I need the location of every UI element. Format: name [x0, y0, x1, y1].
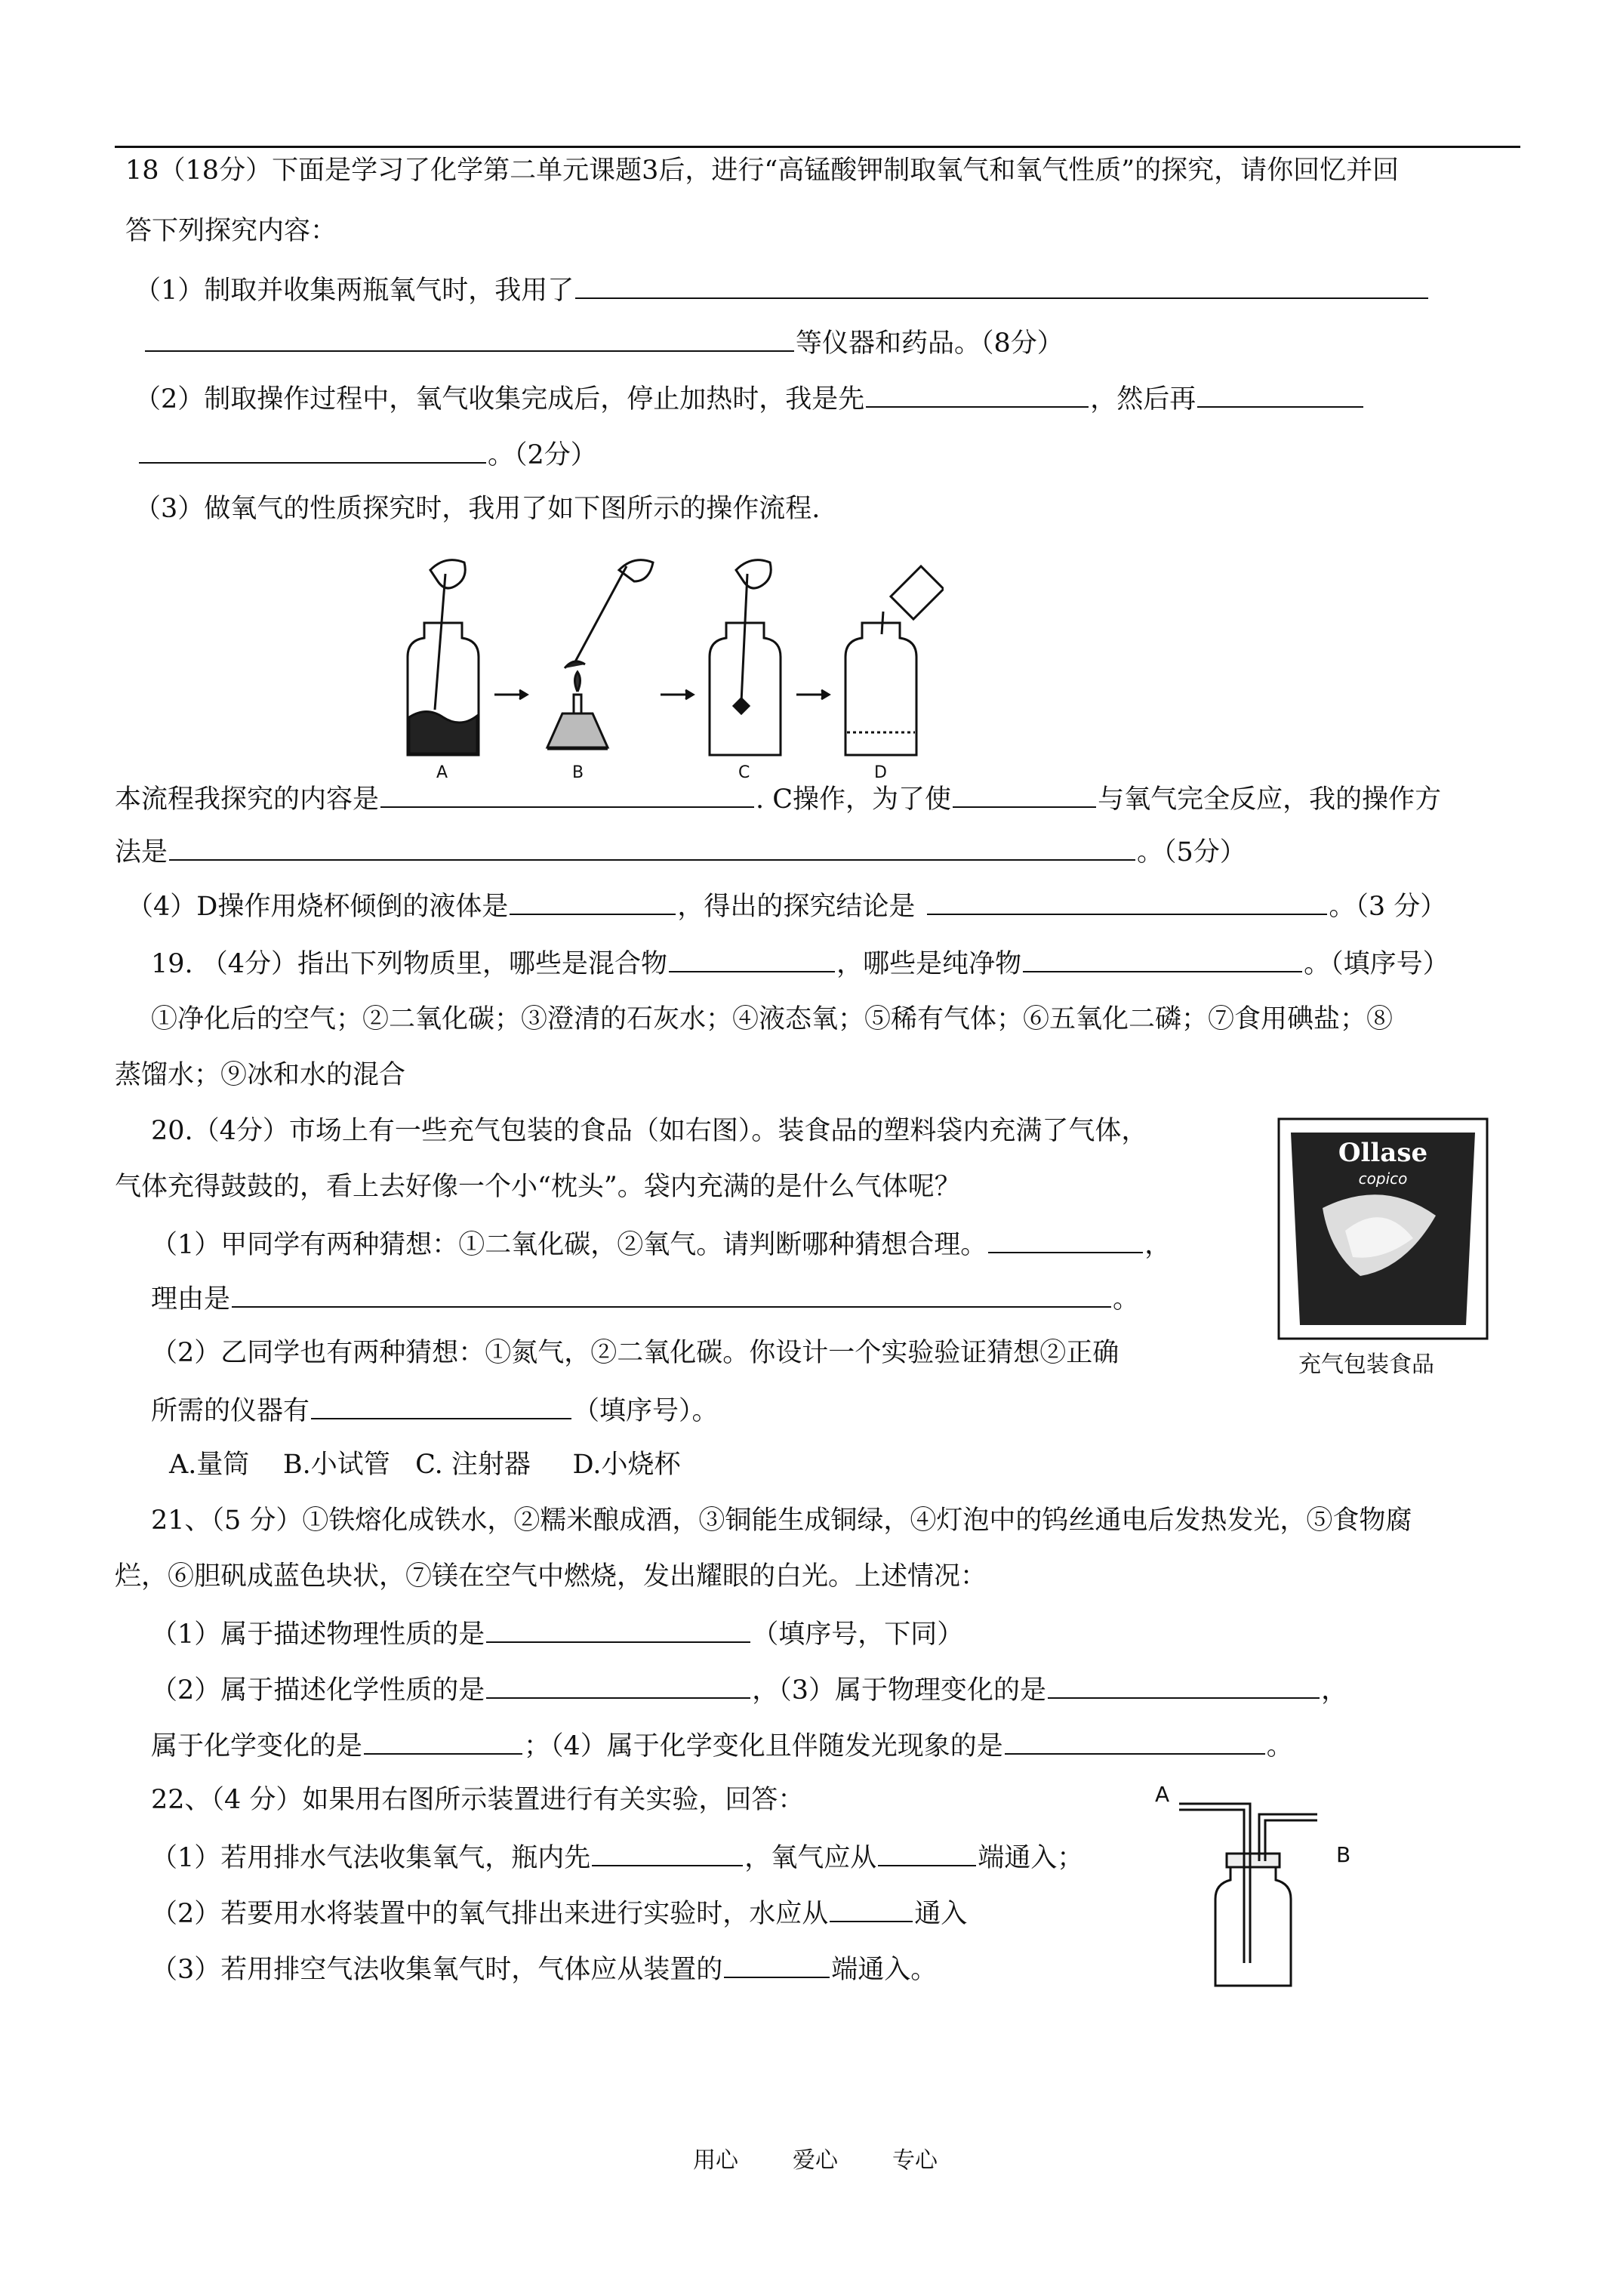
blank[interactable]	[486, 1673, 750, 1699]
blank[interactable]	[510, 889, 676, 915]
blank[interactable]	[575, 273, 1428, 299]
blank[interactable]	[1023, 947, 1302, 972]
q21-line1: 21、（5 分）①铁熔化成铁水，②糯米酿成酒，③铜能生成铜绿，④灯泡中的钨丝通电后发热发光，⑤食物腐	[151, 1505, 1412, 1536]
q18-part3-line2: 法是 。（5分）	[115, 835, 1246, 868]
blank[interactable]	[927, 889, 1327, 915]
q18-stem-line2: 答下列探究内容：	[125, 216, 337, 246]
blank[interactable]	[878, 1841, 976, 1866]
q20-part1-line1: （1）甲同学有两种猜想：①二氧化碳，②氧气。请判断哪种猜想合理。 ，	[151, 1228, 1171, 1260]
q19-line3: 蒸馏水；⑨冰和水的混合	[115, 1060, 406, 1090]
blank[interactable]	[380, 782, 754, 808]
q18-part3-line1: 本流程我探究的内容是 . C操作，为了使 与氧气完全反应，我的操作方	[115, 782, 1441, 815]
blank[interactable]	[669, 947, 835, 972]
q22-line1: 22、（4 分）如果用右图所示装置进行有关实验，回答：	[151, 1785, 805, 1815]
q19-line2: ①净化后的空气；②二氧化碳；③澄清的石灰水；④液态氧；⑤稀有气体；⑥五氧化二磷；⑦食用碘盐；⑧	[151, 1004, 1394, 1034]
q21-line2: 烂，⑥胆矾成蓝色块状，⑦镁在空气中燃烧，发出耀眼的白光。上述情况：	[115, 1561, 987, 1592]
blank[interactable]	[486, 1617, 750, 1643]
footer-text-2: 爱心	[793, 2147, 838, 2174]
q21-part1: （1）属于描述物理性质的是 （填序号，下同）	[151, 1617, 963, 1650]
blank[interactable]	[364, 1729, 522, 1755]
blank[interactable]	[953, 782, 1096, 808]
tube-label-a: A	[1155, 1782, 1170, 1807]
oxygen-experiment-flow-figure	[393, 551, 944, 785]
q22-part1: （1）若用排水气法收集氧气，瓶内先 ，氧气应从 端通入；	[151, 1841, 1083, 1873]
q18-part4: （4）D操作用烧杯倾倒的液体是 ，得出的探究结论是 。（3 分）	[127, 889, 1446, 922]
fig-label-d: D	[874, 763, 887, 782]
q18-part2-line2: 。（2分）	[137, 438, 597, 470]
bag-sub-text: copico	[1358, 1170, 1408, 1188]
blank[interactable]	[830, 1897, 913, 1922]
gas-collection-bottle-figure	[1178, 1801, 1329, 1989]
q20-part1-line2: 理由是 。	[151, 1282, 1139, 1314]
footer-text-3: 专心	[892, 2147, 938, 2174]
blank[interactable]	[1197, 382, 1363, 408]
fig-label-a: A	[436, 763, 448, 782]
blank[interactable]	[145, 326, 794, 352]
snack-bag-caption: 充气包装食品	[1298, 1351, 1434, 1378]
blank[interactable]	[1048, 1673, 1320, 1699]
footer-text-1: 用心	[693, 2147, 738, 2174]
q18-stem-line1: 18（18分）下面是学习了化学第二单元课题3后，进行“高锰酸钾制取氧气和氧气性质”的探究，请你回忆并回	[125, 156, 1400, 186]
q18-part1-line2: 等仪器和药品。（8分）	[143, 326, 1064, 359]
fig-label-c: C	[738, 763, 750, 782]
tube-label-b: B	[1336, 1842, 1351, 1867]
q20-line1: 20.（4分）市场上有一些充气包装的食品（如右图）。装食品的塑料袋内充满了气体，	[151, 1116, 1148, 1146]
q21-part4: 属于化学变化的是 ；（4）属于化学变化且伴随发光现象的是 。	[151, 1729, 1293, 1761]
blank[interactable]	[592, 1841, 743, 1866]
fig-label-b: B	[572, 763, 584, 782]
q20-part2-line2: 所需的仪器有 （填序号）。	[151, 1394, 719, 1426]
q20-line2: 气体充得鼓鼓的，看上去好像一个小“枕头”。袋内充满的是什么气体呢？	[115, 1172, 961, 1202]
q20-options: A.量筒 B.小试管 C. 注射器 D.小烧杯	[169, 1450, 681, 1480]
blank[interactable]	[724, 1952, 830, 1978]
blank[interactable]	[988, 1228, 1143, 1253]
snack-bag-image	[1277, 1117, 1489, 1340]
blank[interactable]	[866, 382, 1089, 408]
bag-brand-text: Ollase	[1338, 1138, 1428, 1168]
q18-part3-intro: （3）做氧气的性质探究时，我用了如下图所示的操作流程.	[134, 494, 821, 524]
q20-part2-line1: （2）乙同学也有两种猜想：①氮气，②二氧化碳。你设计一个实验验证猜想②正确	[151, 1338, 1119, 1368]
q18-part1-line1: （1）制取并收集两瓶氧气时，我用了	[134, 273, 1430, 306]
q18-part2-line1: （2）制取操作过程中，氧气收集完成后，停止加热时，我是先 ，然后再	[134, 382, 1365, 415]
q19-line1: 19. （4分）指出下列物质里，哪些是混合物 ，哪些是纯净物 。（填序号）	[151, 947, 1449, 979]
top-rule	[115, 146, 1520, 148]
blank[interactable]	[169, 835, 1135, 861]
blank[interactable]	[232, 1282, 1111, 1308]
blank[interactable]	[311, 1394, 571, 1419]
blank[interactable]	[139, 438, 486, 464]
q22-part3: （3）若用排空气法收集氧气时，气体应从装置的 端通入。	[151, 1952, 937, 1985]
q21-part2-3: （2）属于描述化学性质的是 ，（3）属于物理变化的是 ，	[151, 1673, 1347, 1706]
q22-part2: （2）若要用水将装置中的氧气排出来进行实验时，水应从 通入	[151, 1897, 967, 1929]
blank[interactable]	[1005, 1729, 1265, 1755]
